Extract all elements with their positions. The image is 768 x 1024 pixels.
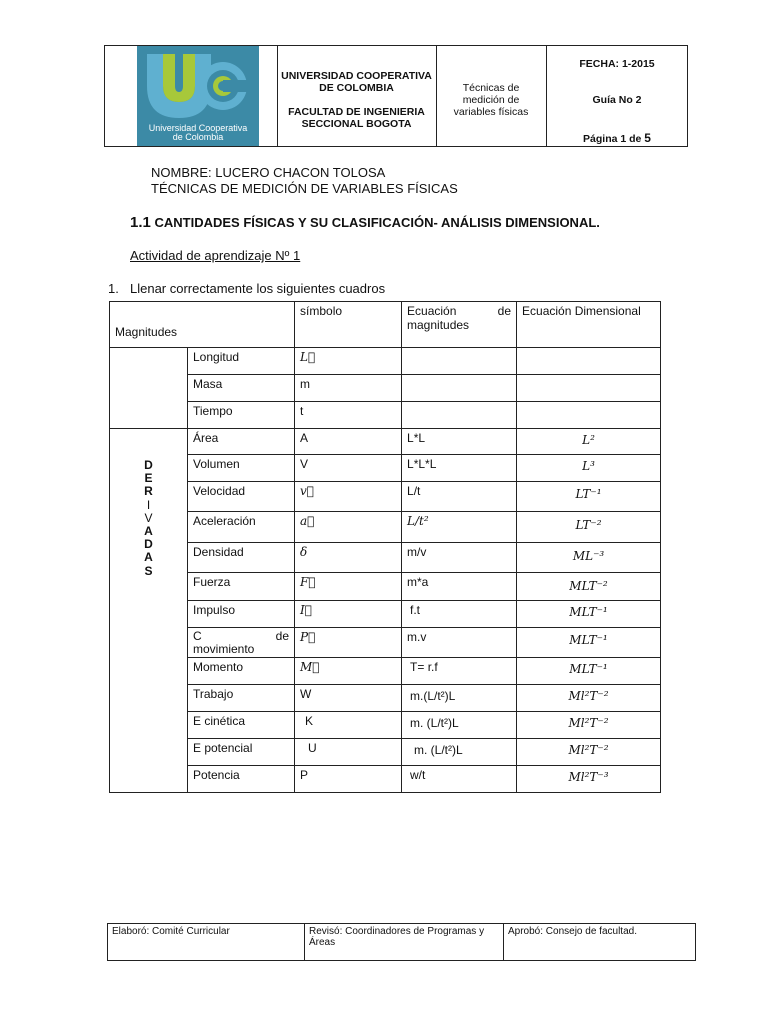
magnitude-symbol: V	[295, 455, 402, 482]
magnitude-name: Aceleración	[188, 512, 295, 543]
table-row	[110, 628, 661, 658]
approval-footer	[107, 923, 696, 961]
magnitude-symbol: K	[295, 712, 402, 739]
magnitude-name: E potencial	[188, 739, 295, 766]
section-heading: 1.1 CANTIDADES FÍSICAS Y SU CLASIFICACIÓN- ANÁLISIS DIMENSIONAL.	[130, 214, 600, 231]
magnitude-symbol: P⃗	[295, 628, 402, 658]
magnitude-equation: m.(L/t²)L	[402, 685, 517, 712]
magnitude-equation: f.t	[402, 601, 517, 628]
magnitude-equation: L/t²	[402, 512, 517, 543]
table-row	[110, 348, 661, 375]
magnitude-name: Momento	[188, 658, 295, 685]
university-logo	[137, 46, 259, 146]
magnitude-dimension: Ml²T⁻³	[517, 766, 661, 793]
magnitude-dimension: MLT⁻¹	[517, 601, 661, 628]
table-row	[110, 543, 661, 573]
fundamental-group-cell	[110, 348, 188, 429]
course-title: TÉCNICAS DE MEDICIÓN DE VARIABLES FÍSICAS	[151, 181, 458, 196]
magnitude-equation: m/v	[402, 543, 517, 573]
student-name: NOMBRE: LUCERO CHACON TOLOSA	[151, 165, 386, 180]
magnitude-symbol: L⃗	[295, 348, 402, 375]
magnitude-equation	[402, 375, 517, 402]
table-row	[110, 712, 661, 739]
magnitude-name: C de movimiento	[188, 628, 295, 658]
magnitude-dimension	[517, 375, 661, 402]
magnitude-name: Densidad	[188, 543, 295, 573]
magnitude-name: Potencia	[188, 766, 295, 793]
derived-group-cell	[110, 429, 188, 793]
magnitude-name: Tiempo	[188, 402, 295, 429]
magnitude-dimension: MLT⁻¹	[517, 658, 661, 685]
magnitude-symbol: v⃗	[295, 482, 402, 512]
magnitude-equation: m.v	[402, 628, 517, 658]
approved-by: Aprobó: Consejo de facultad.	[504, 924, 696, 961]
magnitude-dimension: LT⁻¹	[517, 482, 661, 512]
elaborated-by: Elaboró: Comité Curricular	[108, 924, 305, 961]
magnitude-dimension: LT⁻²	[517, 512, 661, 543]
magnitude-symbol: A	[295, 429, 402, 455]
faculty-name: FACULTAD DE INGENIERIA SECCIONAL BOGOTA	[288, 106, 425, 130]
magnitude-name: Masa	[188, 375, 295, 402]
subject-title: Técnicas de medición de variables físicas	[453, 82, 529, 118]
magnitude-equation	[402, 402, 517, 429]
guide-number: Guía No 2	[592, 94, 642, 106]
table-row	[110, 429, 661, 455]
table-row	[110, 402, 661, 429]
magnitude-name: Área	[188, 429, 295, 455]
table-row	[110, 512, 661, 543]
magnitude-equation: L*L*L	[402, 455, 517, 482]
magnitude-symbol: M⃗	[295, 658, 402, 685]
table-row	[110, 658, 661, 685]
magnitude-dimension: L²	[517, 429, 661, 455]
table-row	[110, 601, 661, 628]
magnitude-dimension: L³	[517, 455, 661, 482]
table-row	[110, 455, 661, 482]
header-equation: Ecuación de magnitudes	[402, 302, 517, 348]
magnitude-name: Impulso	[188, 601, 295, 628]
header-magnitudes: Magnitudes	[110, 302, 295, 348]
magnitude-equation	[402, 348, 517, 375]
magnitude-name: Longitud	[188, 348, 295, 375]
magnitude-equation: T= r.f	[402, 658, 517, 685]
table-row	[110, 766, 661, 793]
magnitude-equation: L/t	[402, 482, 517, 512]
magnitude-dimension: MLT⁻²	[517, 573, 661, 601]
magnitude-dimension: Ml²T⁻²	[517, 685, 661, 712]
table-row	[110, 375, 661, 402]
magnitude-symbol: W	[295, 685, 402, 712]
magnitude-symbol: a⃗	[295, 512, 402, 543]
table-row	[110, 482, 661, 512]
magnitude-dimension: MLT⁻¹	[517, 628, 661, 658]
magnitude-equation: m. (L/t²)L	[402, 712, 517, 739]
logo-text-line1: Universidad Cooperativa	[148, 123, 248, 133]
logo-text-line2: de Colombia	[172, 132, 224, 142]
university-name: UNIVERSIDAD COOPERATIVA DE COLOMBIA	[281, 70, 432, 94]
magnitude-symbol: F⃗	[295, 573, 402, 601]
magnitude-symbol: m	[295, 375, 402, 402]
instruction-number: 1.	[108, 281, 119, 296]
magnitude-dimension: Ml²T⁻²	[517, 739, 661, 766]
table-header-row	[110, 302, 661, 348]
date-label: FECHA: 1-2015	[579, 58, 655, 70]
document-header	[104, 45, 688, 147]
page-number: Página 1 de 5	[583, 131, 651, 145]
magnitude-equation: L*L	[402, 429, 517, 455]
magnitude-equation: m*a	[402, 573, 517, 601]
magnitude-dimension: ML⁻³	[517, 543, 661, 573]
magnitude-symbol: t	[295, 402, 402, 429]
magnitude-symbol: δ	[295, 543, 402, 573]
magnitude-symbol: U	[295, 739, 402, 766]
magnitude-name: Fuerza	[188, 573, 295, 601]
magnitude-equation: m. (L/t²)L	[402, 739, 517, 766]
magnitude-equation: w/t	[402, 766, 517, 793]
magnitude-symbol: I⃗	[295, 601, 402, 628]
magnitude-name: E cinética	[188, 712, 295, 739]
magnitude-name: Trabajo	[188, 685, 295, 712]
magnitude-dimension	[517, 402, 661, 429]
magnitude-symbol: P	[295, 766, 402, 793]
activity-title: Actividad de aprendizaje Nº 1	[130, 248, 301, 263]
magnitude-dimension: Ml²T⁻²	[517, 712, 661, 739]
magnitude-name: Velocidad	[188, 482, 295, 512]
magnitude-dimension	[517, 348, 661, 375]
magnitudes-table	[109, 301, 661, 793]
instruction-text: Llenar correctamente los siguientes cuadros	[130, 281, 386, 296]
magnitude-name: Volumen	[188, 455, 295, 482]
header-symbol: símbolo	[295, 302, 402, 348]
table-row	[110, 739, 661, 766]
derived-vertical-label: D E R I V A D A S	[144, 458, 153, 578]
reviewed-by: Revisó: Coordinadores de Programas y Áreas	[305, 924, 504, 961]
table-row	[110, 685, 661, 712]
table-row	[110, 573, 661, 601]
header-dimensional: Ecuación Dimensional	[517, 302, 661, 348]
